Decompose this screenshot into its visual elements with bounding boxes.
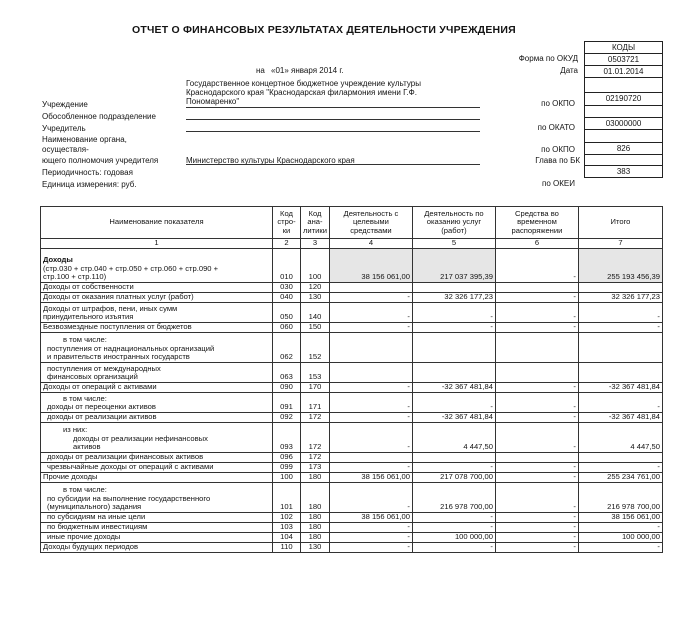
row-targeted: - <box>329 302 412 322</box>
row-temporary: - <box>495 302 578 322</box>
date-label: Дата <box>560 66 578 75</box>
row-code: 100 <box>273 472 301 482</box>
okud-label: Форма по ОКУД <box>518 54 578 63</box>
financial-results-table <box>40 206 663 553</box>
row-analytics: 130 <box>301 292 330 302</box>
row-code: 096 <box>273 452 301 462</box>
row-services <box>412 332 495 362</box>
report-title: ОТЧЕТ О ФИНАНСОВЫХ РЕЗУЛЬТАТАХ ДЕЯТЕЛЬНОСТИ УЧРЕЖДЕНИЯ <box>132 24 516 36</box>
row-targeted <box>329 452 412 462</box>
table-row <box>41 472 663 482</box>
row-total: - <box>578 322 662 332</box>
table-row <box>41 412 663 422</box>
row-targeted: - <box>329 482 412 512</box>
date-prefix: на <box>256 66 265 75</box>
row-analytics: 173 <box>301 462 330 472</box>
row-temporary: - <box>495 482 578 512</box>
institution-line3: Пономаренко" <box>186 97 240 106</box>
row-code: 062 <box>273 332 301 362</box>
row-name: по субсидиям на иные цели <box>41 512 273 522</box>
col-header-services: Деятельность по оказанию услуг (работ) <box>412 207 495 239</box>
table-row <box>41 512 663 522</box>
authority-value: Министерство культуры Краснодарского края <box>186 156 355 165</box>
row-targeted: 38 156 061,00 <box>329 512 412 522</box>
row-temporary: - <box>495 248 578 282</box>
row-services: 217 078 700,00 <box>412 472 495 482</box>
row-total: 255 234 761,00 <box>578 472 662 482</box>
col-header-code: Код стро-ки <box>273 207 301 239</box>
row-code: 099 <box>273 462 301 472</box>
row-name: Доходы от собственности <box>41 282 273 292</box>
row-code: 040 <box>273 292 301 302</box>
institution-line1: Государственное концертное бюджетное учреждение культуры <box>186 79 421 88</box>
okpo-label: по ОКПО <box>541 99 575 108</box>
row-targeted: 38 156 061,00 <box>329 248 412 282</box>
row-total: 38 156 061,00 <box>578 512 662 522</box>
row-targeted <box>329 362 412 382</box>
row-temporary: - <box>495 392 578 412</box>
col-header-temporary: Средства во временном распоряжении <box>495 207 578 239</box>
row-services: - <box>412 392 495 412</box>
row-code: 060 <box>273 322 301 332</box>
table-row <box>41 392 663 412</box>
row-targeted: - <box>329 532 412 542</box>
row-analytics: 172 <box>301 452 330 462</box>
table-row <box>41 332 663 362</box>
row-targeted: - <box>329 422 412 452</box>
table-row <box>41 422 663 452</box>
row-name: Доходы от оказания платных услуг (работ) <box>41 292 273 302</box>
authority-label2: осуществля- <box>42 145 89 154</box>
row-temporary: - <box>495 422 578 452</box>
row-analytics: 153 <box>301 362 330 382</box>
row-targeted <box>329 282 412 292</box>
okei-value: 383 <box>585 166 663 178</box>
col-header-total: Итого <box>578 207 662 239</box>
row-services: 32 326 177,23 <box>412 292 495 302</box>
row-name: Доходы от операций с активами <box>41 382 273 392</box>
row-temporary <box>495 362 578 382</box>
row-analytics: 120 <box>301 282 330 292</box>
row-total: 216 978 700,00 <box>578 482 662 512</box>
row-temporary: - <box>495 292 578 302</box>
row-total: 100 000,00 <box>578 532 662 542</box>
table-row <box>41 462 663 472</box>
table-row <box>41 362 663 382</box>
table-row <box>41 452 663 462</box>
table-row <box>41 522 663 532</box>
row-code: 093 <box>273 422 301 452</box>
column-number-row: 1 2 3 4 5 6 7 <box>41 239 663 249</box>
row-code: 104 <box>273 532 301 542</box>
okpo2-label: по ОКПО <box>541 145 575 154</box>
row-services: 217 037 395,39 <box>412 248 495 282</box>
row-name: из них: доходы от реализации нефинансовых активов <box>41 422 273 452</box>
row-code: 030 <box>273 282 301 292</box>
unit-label: Единица измерения: руб. <box>42 180 137 189</box>
codes-box <box>584 41 663 178</box>
row-temporary: - <box>495 462 578 472</box>
institution-label: Учреждение <box>42 100 88 109</box>
row-temporary: - <box>495 322 578 332</box>
row-temporary: - <box>495 382 578 392</box>
row-total: - <box>578 302 662 322</box>
row-total: - <box>578 462 662 472</box>
row-code: 050 <box>273 302 301 322</box>
okpo2-value <box>585 130 663 143</box>
row-analytics: 170 <box>301 382 330 392</box>
row-analytics: 180 <box>301 522 330 532</box>
row-targeted: - <box>329 322 412 332</box>
row-analytics: 100 <box>301 248 330 282</box>
okpo-value: 02190720 <box>585 93 663 106</box>
row-analytics: 180 <box>301 482 330 512</box>
date-text: «01» января 2014 г. <box>271 66 344 75</box>
table-row <box>41 382 663 392</box>
row-temporary <box>495 282 578 292</box>
row-code: 110 <box>273 542 301 552</box>
authority-label1: Наименование органа, <box>42 135 127 144</box>
row-temporary <box>495 452 578 462</box>
row-temporary: - <box>495 472 578 482</box>
founder-label: Учредитель <box>42 124 86 133</box>
row-code: 090 <box>273 382 301 392</box>
row-name: в том числе: поступления от наднациональных организаций и правительств иностранных государств <box>41 332 273 362</box>
row-name: в том числе: доходы от переоценки активов <box>41 392 273 412</box>
col-header-name: Наименование показателя <box>41 207 273 239</box>
codes-title: КОДЫ <box>585 42 663 54</box>
row-code: 102 <box>273 512 301 522</box>
row-name: Безвозмездные поступления от бюджетов <box>41 322 273 332</box>
table-header-row <box>41 207 663 239</box>
authority-label3: ющего полномочия учредителя <box>42 156 159 165</box>
row-name: чрезвычайные доходы от операций с активами <box>41 462 273 472</box>
subdivision-label: Обособленное подразделение <box>42 112 156 121</box>
row-total <box>578 332 662 362</box>
row-name: по бюджетным инвестициям <box>41 522 273 532</box>
row-services: -32 367 481,84 <box>412 412 495 422</box>
row-services: -32 367 481,84 <box>412 382 495 392</box>
col-header-analytics: Код ана-литики <box>301 207 330 239</box>
okud-value: 0503721 <box>585 54 663 66</box>
row-name: в том числе: по субсидии на выполнение государственного (муниципального) задания <box>41 482 273 512</box>
table-row <box>41 322 663 332</box>
row-analytics: 180 <box>301 532 330 542</box>
row-name: поступления от международных финансовых организаций <box>41 362 273 382</box>
row-name: доходы от реализации активов <box>41 412 273 422</box>
row-analytics: 172 <box>301 412 330 422</box>
table-row <box>41 532 663 542</box>
row-analytics: 180 <box>301 512 330 522</box>
row-targeted: - <box>329 542 412 552</box>
row-total: - <box>578 542 662 552</box>
row-analytics: 130 <box>301 542 330 552</box>
row-targeted: - <box>329 382 412 392</box>
row-name: Прочие доходы <box>41 472 273 482</box>
okei-label: по ОКЕИ <box>542 179 575 188</box>
bk-label: Глава по БК <box>535 156 580 165</box>
row-analytics: 150 <box>301 322 330 332</box>
bk-value: 826 <box>585 143 663 155</box>
okato-label: по ОКАТО <box>537 123 575 132</box>
row-targeted: - <box>329 412 412 422</box>
row-temporary: - <box>495 412 578 422</box>
table-row <box>41 542 663 552</box>
row-temporary: - <box>495 522 578 532</box>
row-total: 32 326 177,23 <box>578 292 662 302</box>
row-targeted: - <box>329 392 412 412</box>
row-services: - <box>412 542 495 552</box>
row-total: -32 367 481,84 <box>578 382 662 392</box>
row-services <box>412 282 495 292</box>
row-code: 091 <box>273 392 301 412</box>
row-targeted: - <box>329 292 412 302</box>
row-temporary: - <box>495 512 578 522</box>
row-services: 4 447,50 <box>412 422 495 452</box>
row-name: Доходы (стр.030 + стр.040 + стр.050 + стр.060 + стр.090 + стр.100 + стр.110) <box>41 248 273 282</box>
row-name: Доходы будущих периодов <box>41 542 273 552</box>
row-services: 100 000,00 <box>412 532 495 542</box>
table-row <box>41 302 663 322</box>
row-targeted: - <box>329 522 412 532</box>
row-total: - <box>578 392 662 412</box>
row-name: Доходы от штрафов, пени, иных сумм принудительного изъятия <box>41 302 273 322</box>
row-total: 255 193 456,39 <box>578 248 662 282</box>
row-services: - <box>412 522 495 532</box>
row-targeted: - <box>329 462 412 472</box>
row-services: 216 978 700,00 <box>412 482 495 512</box>
table-row <box>41 282 663 292</box>
row-code: 010 <box>273 248 301 282</box>
periodicity: Периодичность: годовая <box>42 168 133 177</box>
row-services <box>412 362 495 382</box>
row-code: 103 <box>273 522 301 532</box>
table-row <box>41 482 663 512</box>
row-analytics: 171 <box>301 392 330 412</box>
row-name: доходы от реализации финансовых активов <box>41 452 273 462</box>
row-total <box>578 282 662 292</box>
row-analytics: 172 <box>301 422 330 452</box>
row-name: иные прочие доходы <box>41 532 273 542</box>
row-services <box>412 452 495 462</box>
row-analytics: 152 <box>301 332 330 362</box>
row-code: 092 <box>273 412 301 422</box>
date-value: 01.01.2014 <box>585 66 663 78</box>
row-temporary <box>495 332 578 362</box>
row-services: - <box>412 462 495 472</box>
row-total <box>578 452 662 462</box>
row-temporary: - <box>495 532 578 542</box>
col-header-targeted: Деятельность с целевыми средствами <box>329 207 412 239</box>
row-code: 063 <box>273 362 301 382</box>
row-total: -32 367 481,84 <box>578 412 662 422</box>
row-analytics: 180 <box>301 472 330 482</box>
row-services: - <box>412 302 495 322</box>
okato-value: 03000000 <box>585 118 663 130</box>
row-total: 4 447,50 <box>578 422 662 452</box>
row-total: - <box>578 522 662 532</box>
table-row <box>41 248 663 282</box>
row-total <box>578 362 662 382</box>
institution-line2: Краснодарского края "Краснодарская филармония имени Г.Ф. <box>186 88 417 97</box>
table-row <box>41 292 663 302</box>
row-services: - <box>412 322 495 332</box>
row-temporary: - <box>495 542 578 552</box>
row-analytics: 140 <box>301 302 330 322</box>
row-code: 101 <box>273 482 301 512</box>
row-services: - <box>412 512 495 522</box>
row-targeted: 38 156 061,00 <box>329 472 412 482</box>
row-targeted <box>329 332 412 362</box>
